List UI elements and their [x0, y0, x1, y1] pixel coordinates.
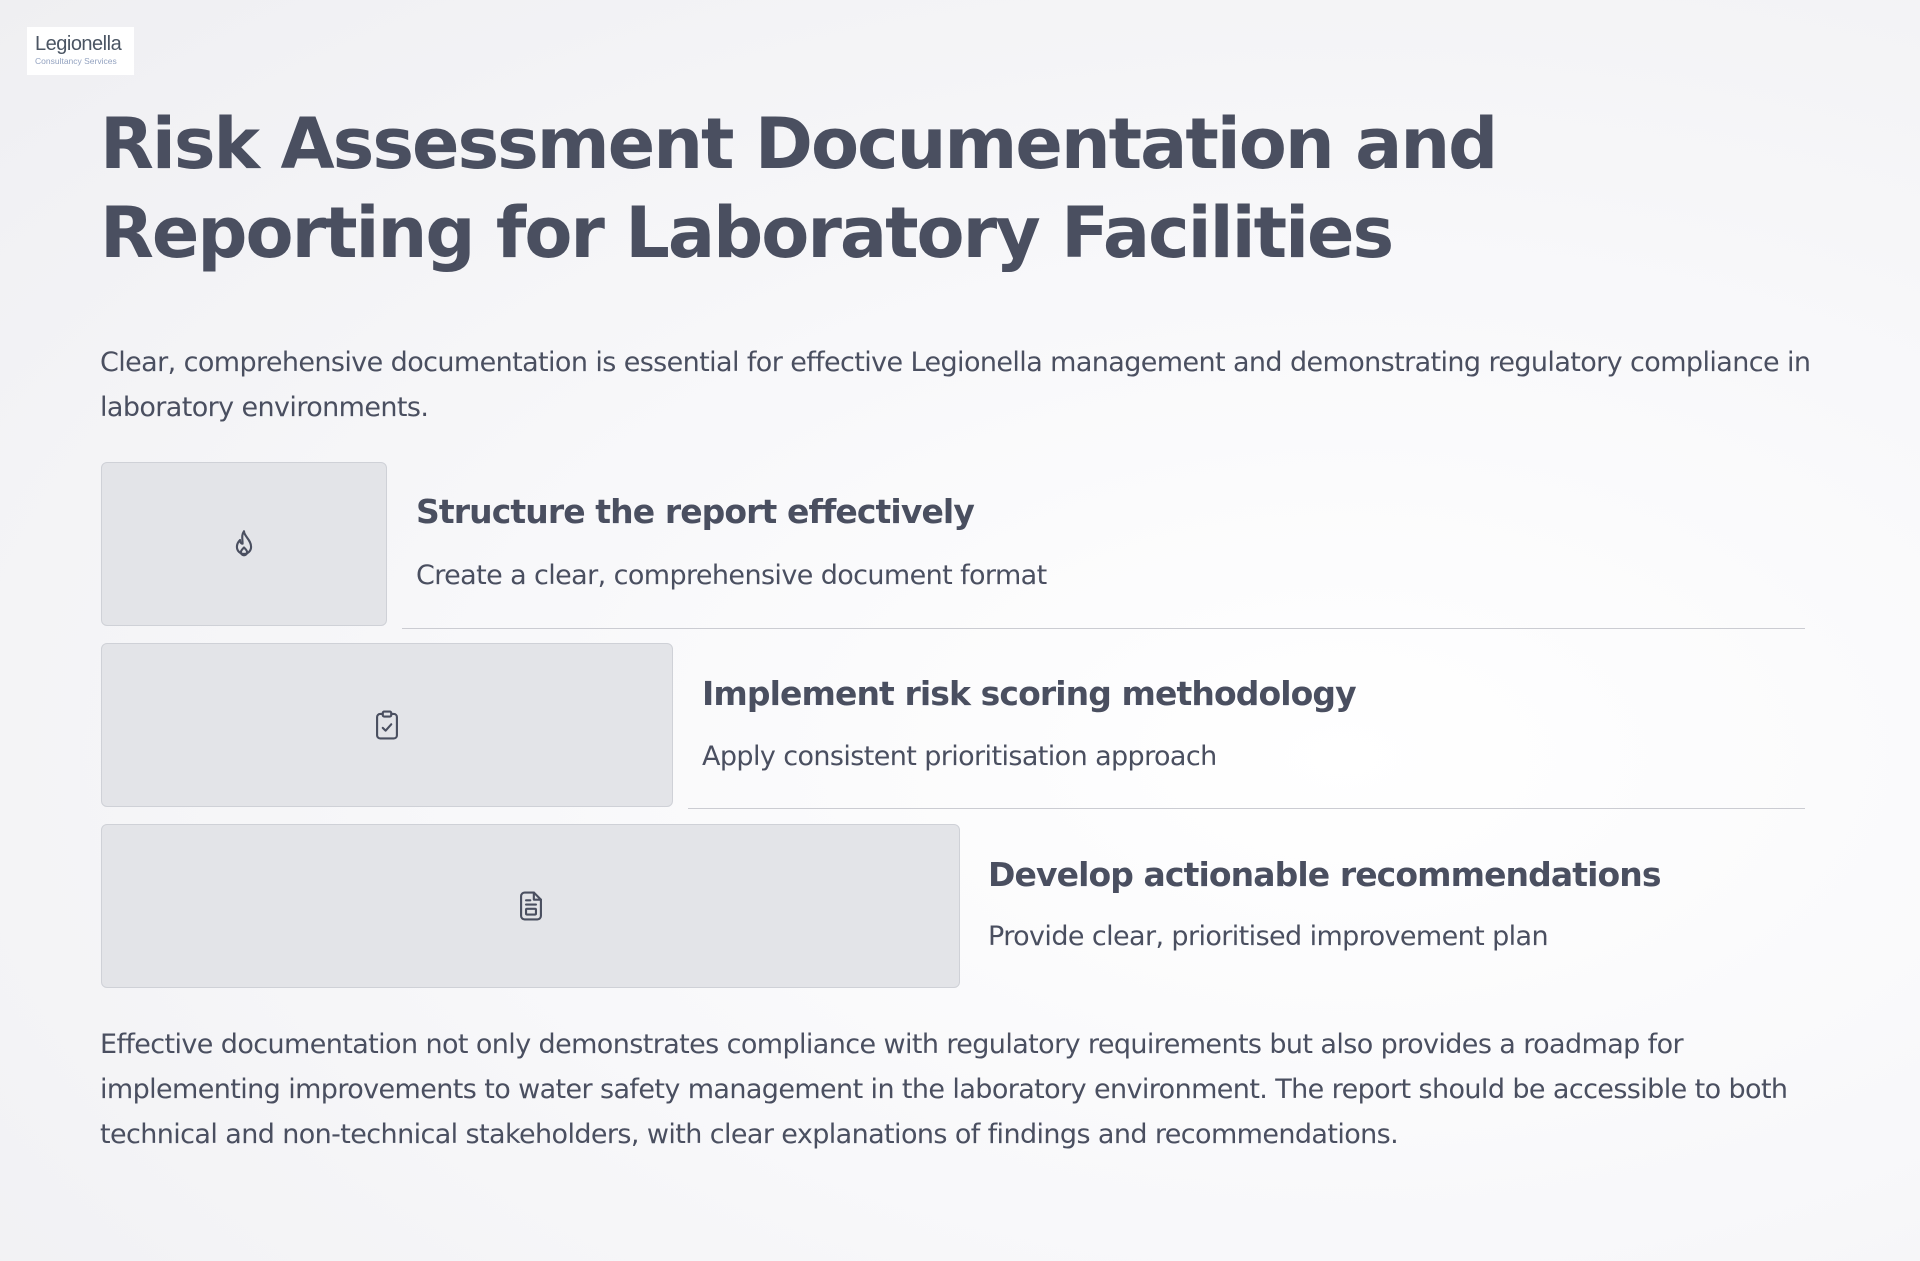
step-3-description: Provide clear, prioritised improvement plan	[988, 921, 1549, 952]
step-2-description: Apply consistent prioritisation approach	[702, 741, 1217, 772]
page-title: Risk Assessment Documentation and Reporting for Laboratory Facilities	[100, 103, 1497, 274]
step-1-divider	[402, 628, 1805, 629]
logo-name: Legionella	[35, 33, 122, 55]
company-logo	[27, 27, 134, 75]
step-2-icon-box	[101, 643, 673, 807]
step-3-icon-box	[101, 824, 960, 988]
step-1-icon-box	[101, 462, 387, 626]
logo-subtitle: Consultancy Services	[35, 56, 117, 66]
step-2-title: Implement risk scoring methodology	[702, 674, 1356, 713]
document-icon	[514, 887, 548, 925]
conclusion-paragraph: Effective documentation not only demonstrates compliance with regulatory requirements but also provides a roadmap for implementing improvements to water safety management in the laboratory environment. The report should be accessible to both technical and non-technical stakeholders, with clear explanations of findings and recommendations.	[100, 1029, 1788, 1150]
intro-paragraph: Clear, comprehensive documentation is essential for effective Legionella management and demonstrating regulatory compliance in laboratory environments.	[100, 347, 1811, 423]
step-1-description: Create a clear, comprehensive document format	[416, 560, 1047, 591]
clipboard-check-icon	[370, 706, 404, 744]
step-2-divider	[688, 808, 1805, 809]
step-1-title: Structure the report effectively	[416, 492, 974, 531]
step-3-title: Develop actionable recommendations	[988, 855, 1661, 894]
flame-icon	[227, 525, 261, 563]
